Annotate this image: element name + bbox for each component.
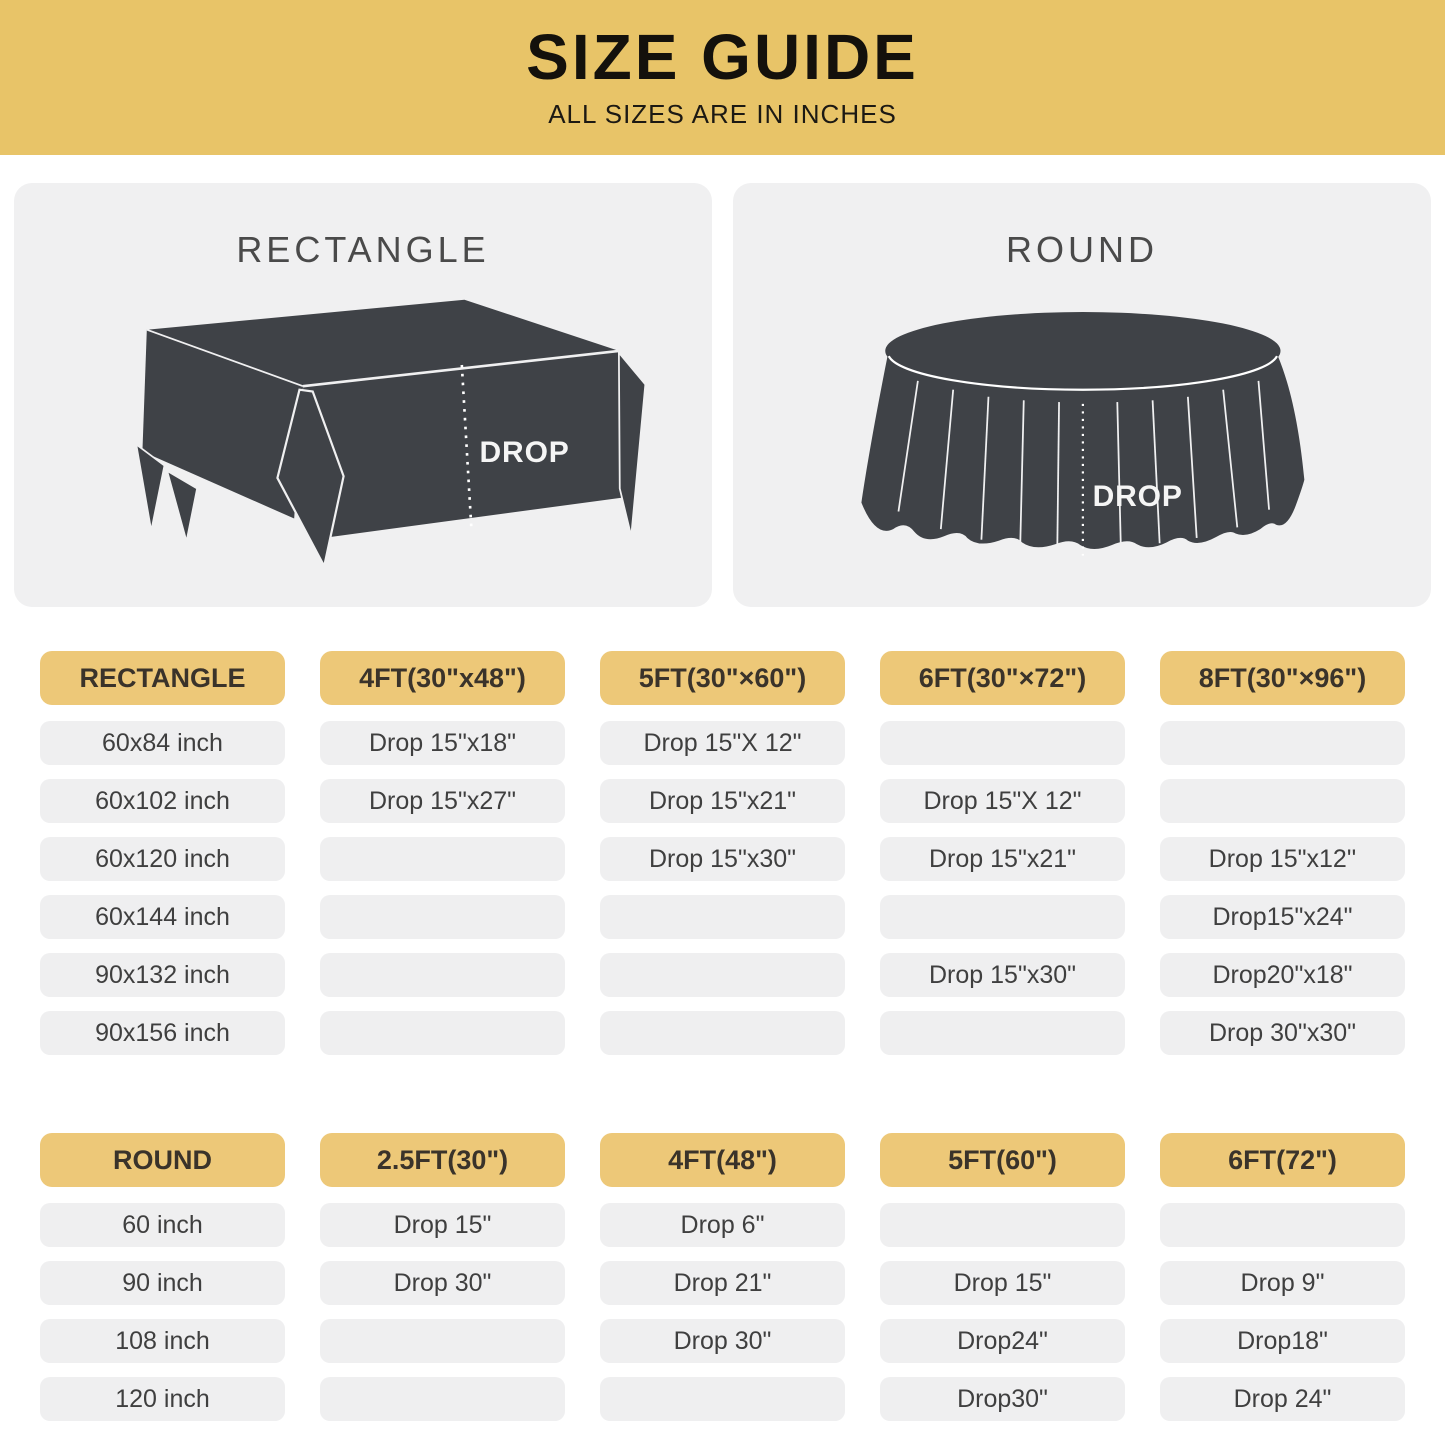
drop-value-cell: Drop 15"x27" bbox=[320, 779, 565, 823]
row-label-cell: 60x84 inch bbox=[40, 721, 285, 765]
drop-value-cell: Drop 6" bbox=[600, 1203, 845, 1247]
table-column-4ft bbox=[320, 651, 565, 1069]
row-label-cell: 108 inch bbox=[40, 1319, 285, 1363]
table-column-6ft bbox=[880, 651, 1125, 1069]
drop-value-cell: Drop 15"X 12" bbox=[600, 721, 845, 765]
column-header: 4FT(30"x48") bbox=[320, 651, 565, 705]
column-header: 6FT(30"×72") bbox=[880, 651, 1125, 705]
rectangle-panel-title: RECTANGLE bbox=[236, 229, 490, 270]
column-header: 6FT(72") bbox=[1160, 1133, 1405, 1187]
drop-value-cell: Drop 15"x12'' bbox=[1160, 837, 1405, 881]
row-label-cell: 60 inch bbox=[40, 1203, 285, 1247]
page-title: SIZE GUIDE bbox=[526, 21, 919, 93]
drop-value-cell: Drop 30"x30" bbox=[1160, 1011, 1405, 1055]
round-panel bbox=[733, 183, 1431, 607]
column-header: ROUND bbox=[40, 1133, 285, 1187]
drop-value-cell: Drop18" bbox=[1160, 1319, 1405, 1363]
size-guide-banner bbox=[0, 0, 1445, 155]
column-header: 4FT(48") bbox=[600, 1133, 845, 1187]
rectangle-tablecloth-illustration bbox=[63, 275, 663, 575]
round-panel-title: ROUND bbox=[1006, 229, 1158, 270]
drop-value-cell bbox=[880, 721, 1125, 765]
drop-value-cell: Drop24" bbox=[880, 1319, 1125, 1363]
column-header: RECTANGLE bbox=[40, 651, 285, 705]
drop-value-cell: Drop30" bbox=[880, 1377, 1125, 1421]
table-column-2-5ft bbox=[320, 1133, 565, 1435]
drop-value-cell bbox=[320, 1377, 565, 1421]
drop-value-cell: Drop 15"X 12" bbox=[880, 779, 1125, 823]
drop-value-cell bbox=[600, 1011, 845, 1055]
drop-value-cell: Drop 15"x30" bbox=[880, 953, 1125, 997]
round-drop-label: DROP bbox=[1092, 480, 1183, 514]
drop-value-cell: Drop15"x24" bbox=[1160, 895, 1405, 939]
row-label-cell: 90 inch bbox=[40, 1261, 285, 1305]
drop-value-cell bbox=[600, 1377, 845, 1421]
size-tables bbox=[0, 651, 1445, 1435]
drop-value-cell: Drop 30" bbox=[320, 1261, 565, 1305]
row-label-cell: 60x120 inch bbox=[40, 837, 285, 881]
column-header: 8FT(30"×96") bbox=[1160, 651, 1405, 705]
rectangle-drop-label: DROP bbox=[479, 436, 570, 470]
table-column-5ft bbox=[600, 651, 845, 1069]
drop-value-cell: Drop 30" bbox=[600, 1319, 845, 1363]
column-header: 5FT(60") bbox=[880, 1133, 1125, 1187]
drop-value-cell bbox=[880, 1203, 1125, 1247]
drop-value-cell: Drop 15"x21" bbox=[880, 837, 1125, 881]
drop-value-cell bbox=[1160, 779, 1405, 823]
drop-value-cell: Drop 15"x18" bbox=[320, 721, 565, 765]
round-size-table bbox=[40, 1133, 1405, 1435]
table-column-8ft bbox=[1160, 651, 1405, 1069]
table-column-6ft-round bbox=[1160, 1133, 1405, 1435]
drop-value-cell bbox=[320, 1319, 565, 1363]
drop-value-cell bbox=[320, 895, 565, 939]
drop-value-cell: Drop 21" bbox=[600, 1261, 845, 1305]
table-column-4ft-round bbox=[600, 1133, 845, 1435]
drop-value-cell bbox=[600, 953, 845, 997]
drop-value-cell: Drop 15"x30" bbox=[600, 837, 845, 881]
row-label-cell: 90x132 inch bbox=[40, 953, 285, 997]
drop-value-cell bbox=[1160, 1203, 1405, 1247]
row-label-cell: 60x144 inch bbox=[40, 895, 285, 939]
table-column-round bbox=[40, 1133, 285, 1435]
drop-value-cell: Drop 9" bbox=[1160, 1261, 1405, 1305]
drop-value-cell: Drop 15"x21" bbox=[600, 779, 845, 823]
rectangle-size-table bbox=[40, 651, 1405, 1069]
drop-value-cell bbox=[880, 1011, 1125, 1055]
row-label-cell: 90x156 inch bbox=[40, 1011, 285, 1055]
drop-value-cell bbox=[320, 837, 565, 881]
column-header: 2.5FT(30") bbox=[320, 1133, 565, 1187]
drop-value-cell bbox=[320, 953, 565, 997]
table-column-rectangle bbox=[40, 651, 285, 1069]
drop-value-cell: Drop 24" bbox=[1160, 1377, 1405, 1421]
round-tablecloth-illustration bbox=[782, 275, 1382, 575]
drop-value-cell: Drop 15" bbox=[880, 1261, 1125, 1305]
drop-value-cell bbox=[320, 1011, 565, 1055]
drop-value-cell bbox=[1160, 721, 1405, 765]
page-subtitle: ALL SIZES ARE IN INCHES bbox=[548, 99, 897, 129]
drop-value-cell: Drop 15" bbox=[320, 1203, 565, 1247]
column-header: 5FT(30"×60") bbox=[600, 651, 845, 705]
illustration-panels bbox=[0, 155, 1445, 607]
row-label-cell: 120 inch bbox=[40, 1377, 285, 1421]
row-label-cell: 60x102 inch bbox=[40, 779, 285, 823]
drop-value-cell bbox=[880, 895, 1125, 939]
rectangle-panel bbox=[14, 183, 712, 607]
drop-value-cell: Drop20"x18" bbox=[1160, 953, 1405, 997]
drop-value-cell bbox=[600, 895, 845, 939]
table-column-5ft-round bbox=[880, 1133, 1125, 1435]
